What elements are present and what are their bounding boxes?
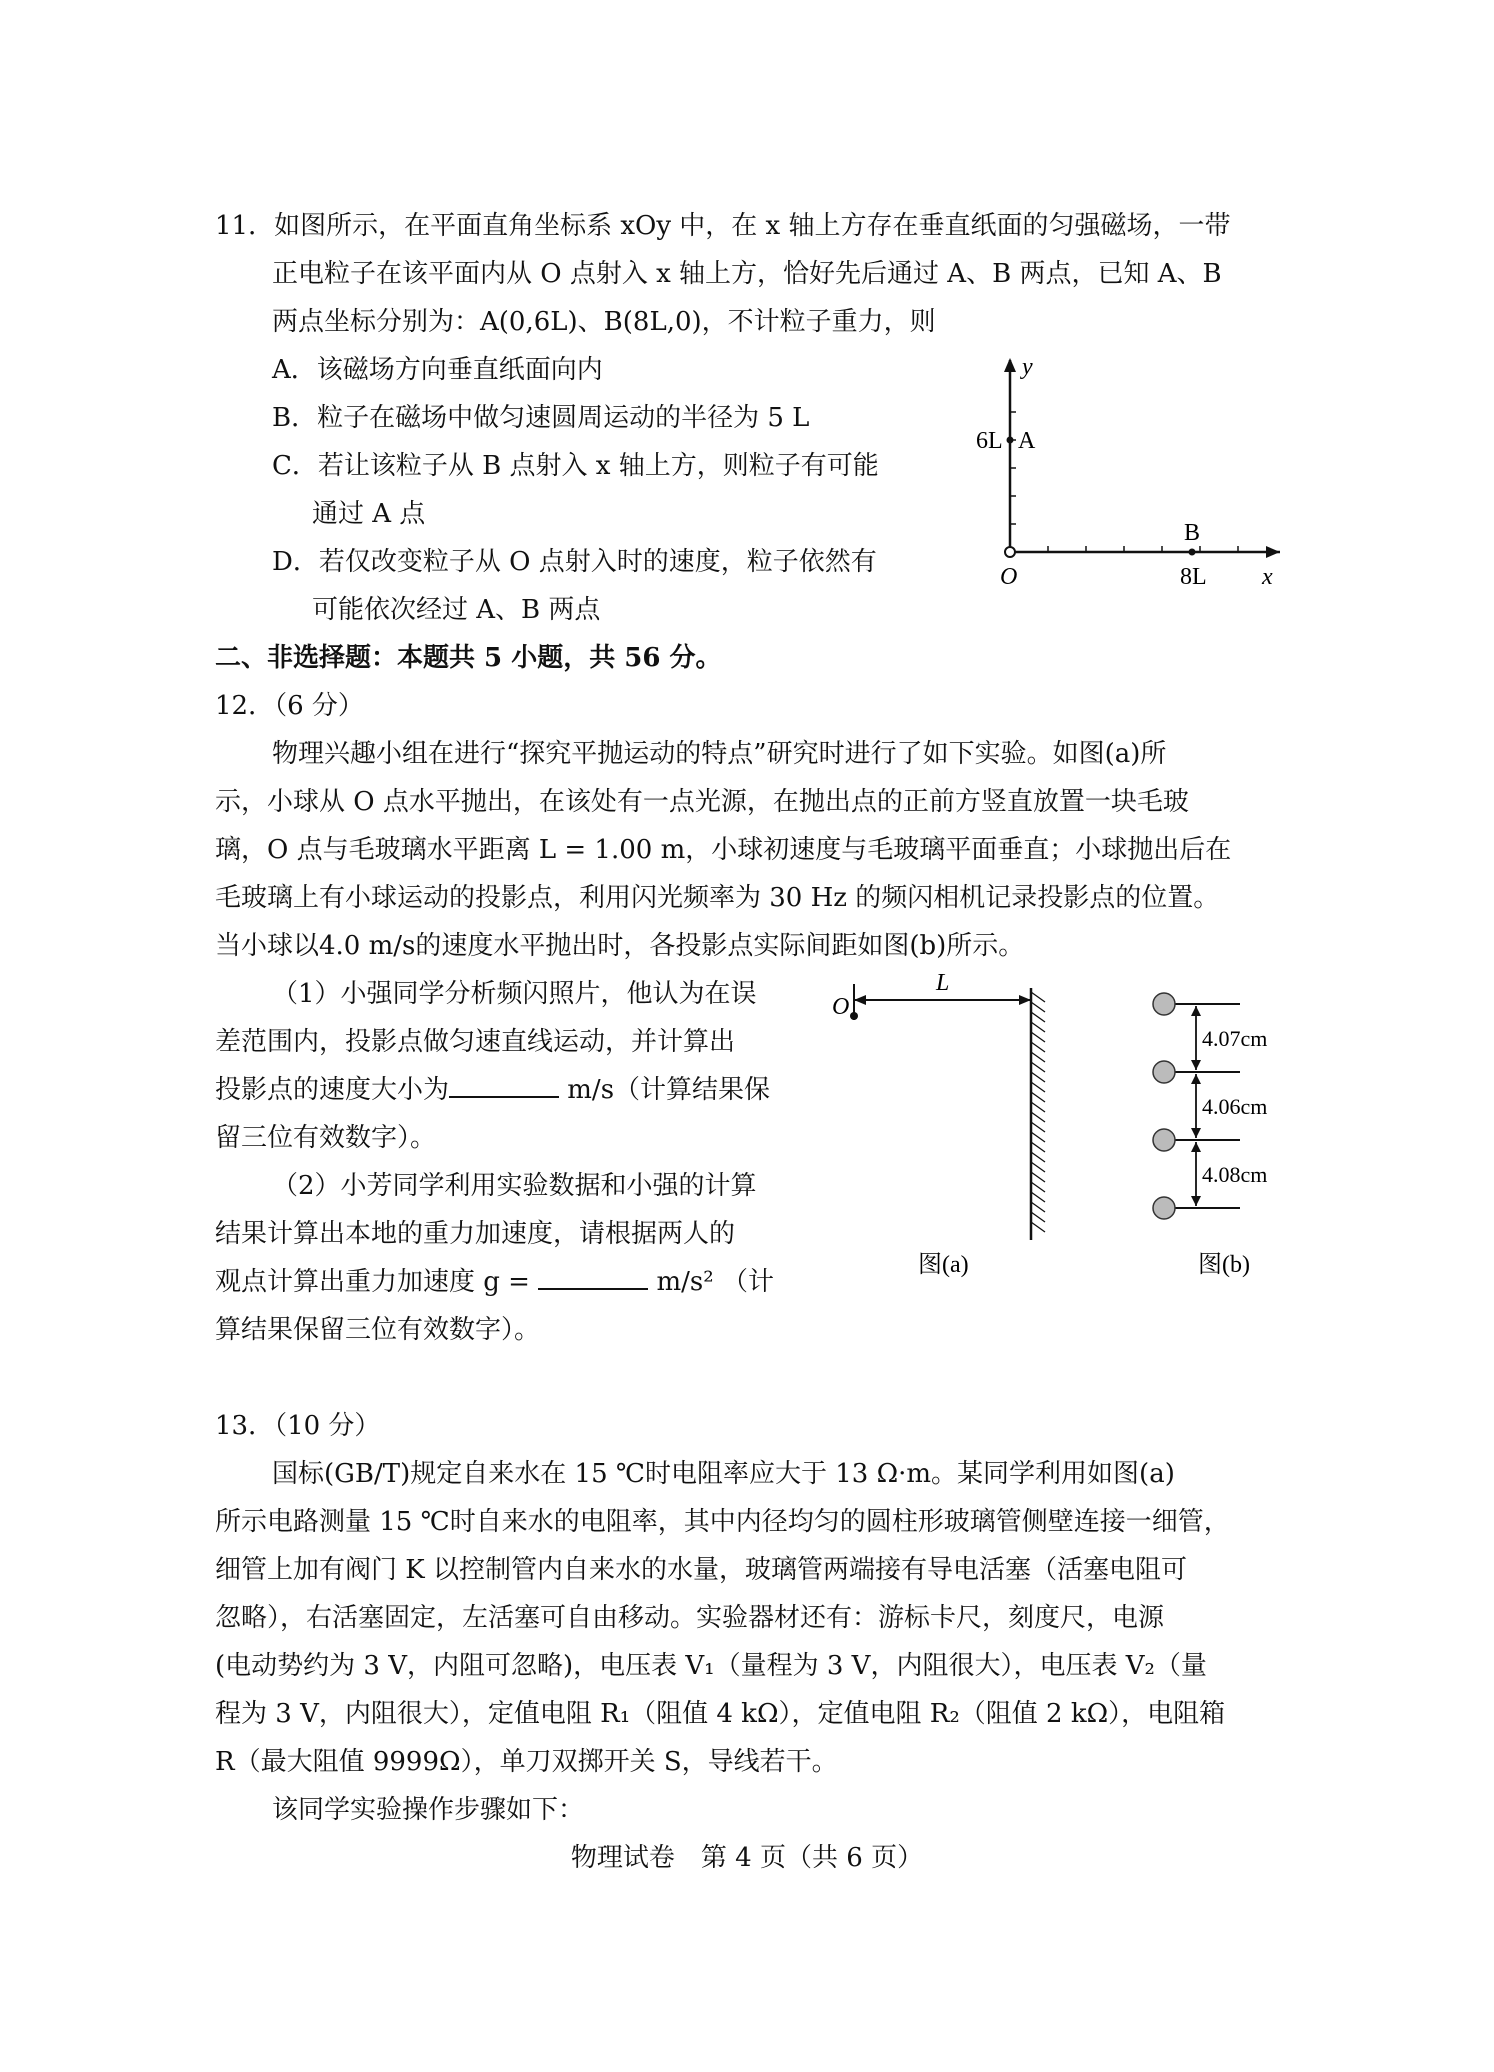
q12-sub1-line-3 [215, 1073, 770, 1107]
q13-para-6: 程为 3 V，内阻很大），定值电阻 R₁（阻值 4 kΩ），定值电阻 R₂（阻值 2 kΩ），电阻箱 [215, 1699, 1226, 1729]
projection-point-1 [1153, 993, 1175, 1015]
q12-para-3: 璃，O 点与毛玻璃水平距离 L = 1.00 m，小球初速度与毛玻璃平面垂直；小球抛出后在 [215, 835, 1232, 865]
q13-para-4: 忽略），右活塞固定，左活塞可自由移动。实验器材还有：游标卡尺，刻度尺，电源 [215, 1603, 1165, 1633]
q11-coordinate-figure [930, 352, 1290, 592]
q12-para-5: 当小球以4.0 m/s的速度水平抛出时，各投影点实际间距如图(b)所示。 [215, 931, 1025, 961]
q12-heading: 12．（6 分） [215, 691, 364, 721]
b-point-label: B [1184, 520, 1201, 546]
q11-option-a: A．该磁场方向垂直纸面向内 [272, 355, 603, 385]
projection-point-3 [1153, 1129, 1175, 1151]
fig-a-distance-label: L [936, 972, 950, 996]
fig-b-distance-3: 4.08cm [1202, 1162, 1268, 1187]
q12-sub1-prefix: 投影点的速度大小为 [215, 1075, 450, 1105]
q11-option-d: D．若仅改变粒子从 O 点射入时的速度，粒子依然有 [272, 547, 877, 577]
q12-sub1-line-2: 差范围内，投影点做匀速直线运动，并计算出 [215, 1027, 736, 1057]
q13-para-5: (电动势约为 3 V，内阻可忽略)，电压表 V₁（量程为 3 V，内阻很大），电压表 V₂（量 [215, 1651, 1207, 1681]
point-b-marker [1189, 549, 1196, 556]
b-tick-label: 8L [1180, 564, 1207, 590]
section-2-heading: 二、非选择题：本题共 5 小题，共 56 分。 [215, 643, 722, 673]
q12-para-1: 物理兴趣小组在进行“探究平抛运动的特点”研究时进行了如下实验。如图(a)所 [272, 739, 1167, 769]
page-footer: 物理试卷 第 4 页（共 6 页） [570, 1843, 924, 1873]
a-point-label: A [1018, 428, 1036, 454]
q13-para-8: 该同学实验操作步骤如下： [272, 1795, 585, 1825]
q12-sub1-suffix: m/s（计算结果保 [567, 1075, 771, 1105]
point-a-marker [1007, 437, 1014, 444]
projection-point-2 [1153, 1061, 1175, 1083]
q12-para-4: 毛玻璃上有小球运动的投影点，利用闪光频率为 30 Hz 的频闪相机记录投影点的位置。 [215, 883, 1220, 913]
q13-para-1: 国标(GB/T)规定自来水在 15 ℃时电阻率应大于 13 Ω·m。某同学利用如图(a) [272, 1459, 1175, 1489]
fig-a-origin-label: O [832, 994, 850, 1020]
q12-figure-a [826, 972, 1076, 1282]
q12-para-2: 示，小球从 O 点水平抛出，在该处有一点光源，在抛出点的正前方竖直放置一块毛玻 [215, 787, 1189, 817]
q11-line-2: 正电粒子在该平面内从 O 点射入 x 轴上方，恰好先后通过 A、B 两点，已知 A、B [272, 259, 1222, 289]
q13-heading: 13．（10 分） [215, 1411, 381, 1441]
q11-option-b: B．粒子在磁场中做匀速圆周运动的半径为 5 L [272, 403, 810, 433]
q12-sub2-line-1: （2）小芳同学利用实验数据和小强的计算 [272, 1171, 757, 1201]
q12-sub2-line-3 [215, 1265, 774, 1299]
q12-sub2-line-4: 算结果保留三位有效数字）。 [215, 1315, 541, 1345]
fig-b-distance-1: 4.07cm [1202, 1026, 1268, 1051]
projection-point-4 [1153, 1197, 1175, 1219]
q13-para-2: 所示电路测量 15 ℃时自来水的电阻率，其中内径均匀的圆柱形玻璃管侧壁连接一细管， [215, 1507, 1230, 1537]
q12-sub2-prefix: 观点计算出重力加速度 g = [215, 1267, 530, 1297]
q13-para-3: 细管上加有阀门 K 以控制管内自来水的水量，玻璃管两端接有导电活塞（活塞电阻可 [215, 1555, 1187, 1585]
q13-para-7: R（最大阻值 9999Ω），单刀双掷开关 S，导线若干。 [215, 1747, 838, 1777]
fig-b-distance-2: 4.06cm [1202, 1094, 1268, 1119]
answer-blank-gravity[interactable] [538, 1266, 648, 1290]
origin-label: O [1000, 564, 1018, 590]
y-axis-label: y [1022, 354, 1033, 380]
q11-line-1: 11．如图所示，在平面直角坐标系 xOy 中，在 x 轴上方存在垂直纸面的匀强磁场，一带 [215, 211, 1231, 241]
q12-figure-b [1140, 980, 1300, 1282]
q12-sub2-line-2: 结果计算出本地的重力加速度，请根据两人的 [215, 1219, 736, 1249]
q11-option-c: C．若让该粒子从 B 点射入 x 轴上方，则粒子有可能 [272, 451, 879, 481]
a-tick-label: 6L [976, 428, 1003, 454]
q11-option-c-cont: 通过 A 点 [312, 499, 426, 529]
fig-a-caption: 图(a) [918, 1252, 969, 1278]
q11-line-3: 两点坐标分别为：A(0,6L)、B(8L,0)，不计粒子重力，则 [272, 307, 936, 337]
q11-option-d-cont: 可能依次经过 A、B 两点 [312, 595, 601, 625]
x-axis-label: x [1262, 564, 1273, 590]
q12-sub1-line-1: （1）小强同学分析频闪照片，他认为在误 [272, 979, 757, 1009]
q12-sub2-suffix: m/s² （计 [656, 1267, 774, 1297]
q12-sub1-line-4: 留三位有效数字）。 [215, 1123, 437, 1153]
fig-b-caption: 图(b) [1198, 1252, 1250, 1278]
answer-blank-velocity[interactable] [449, 1074, 559, 1098]
